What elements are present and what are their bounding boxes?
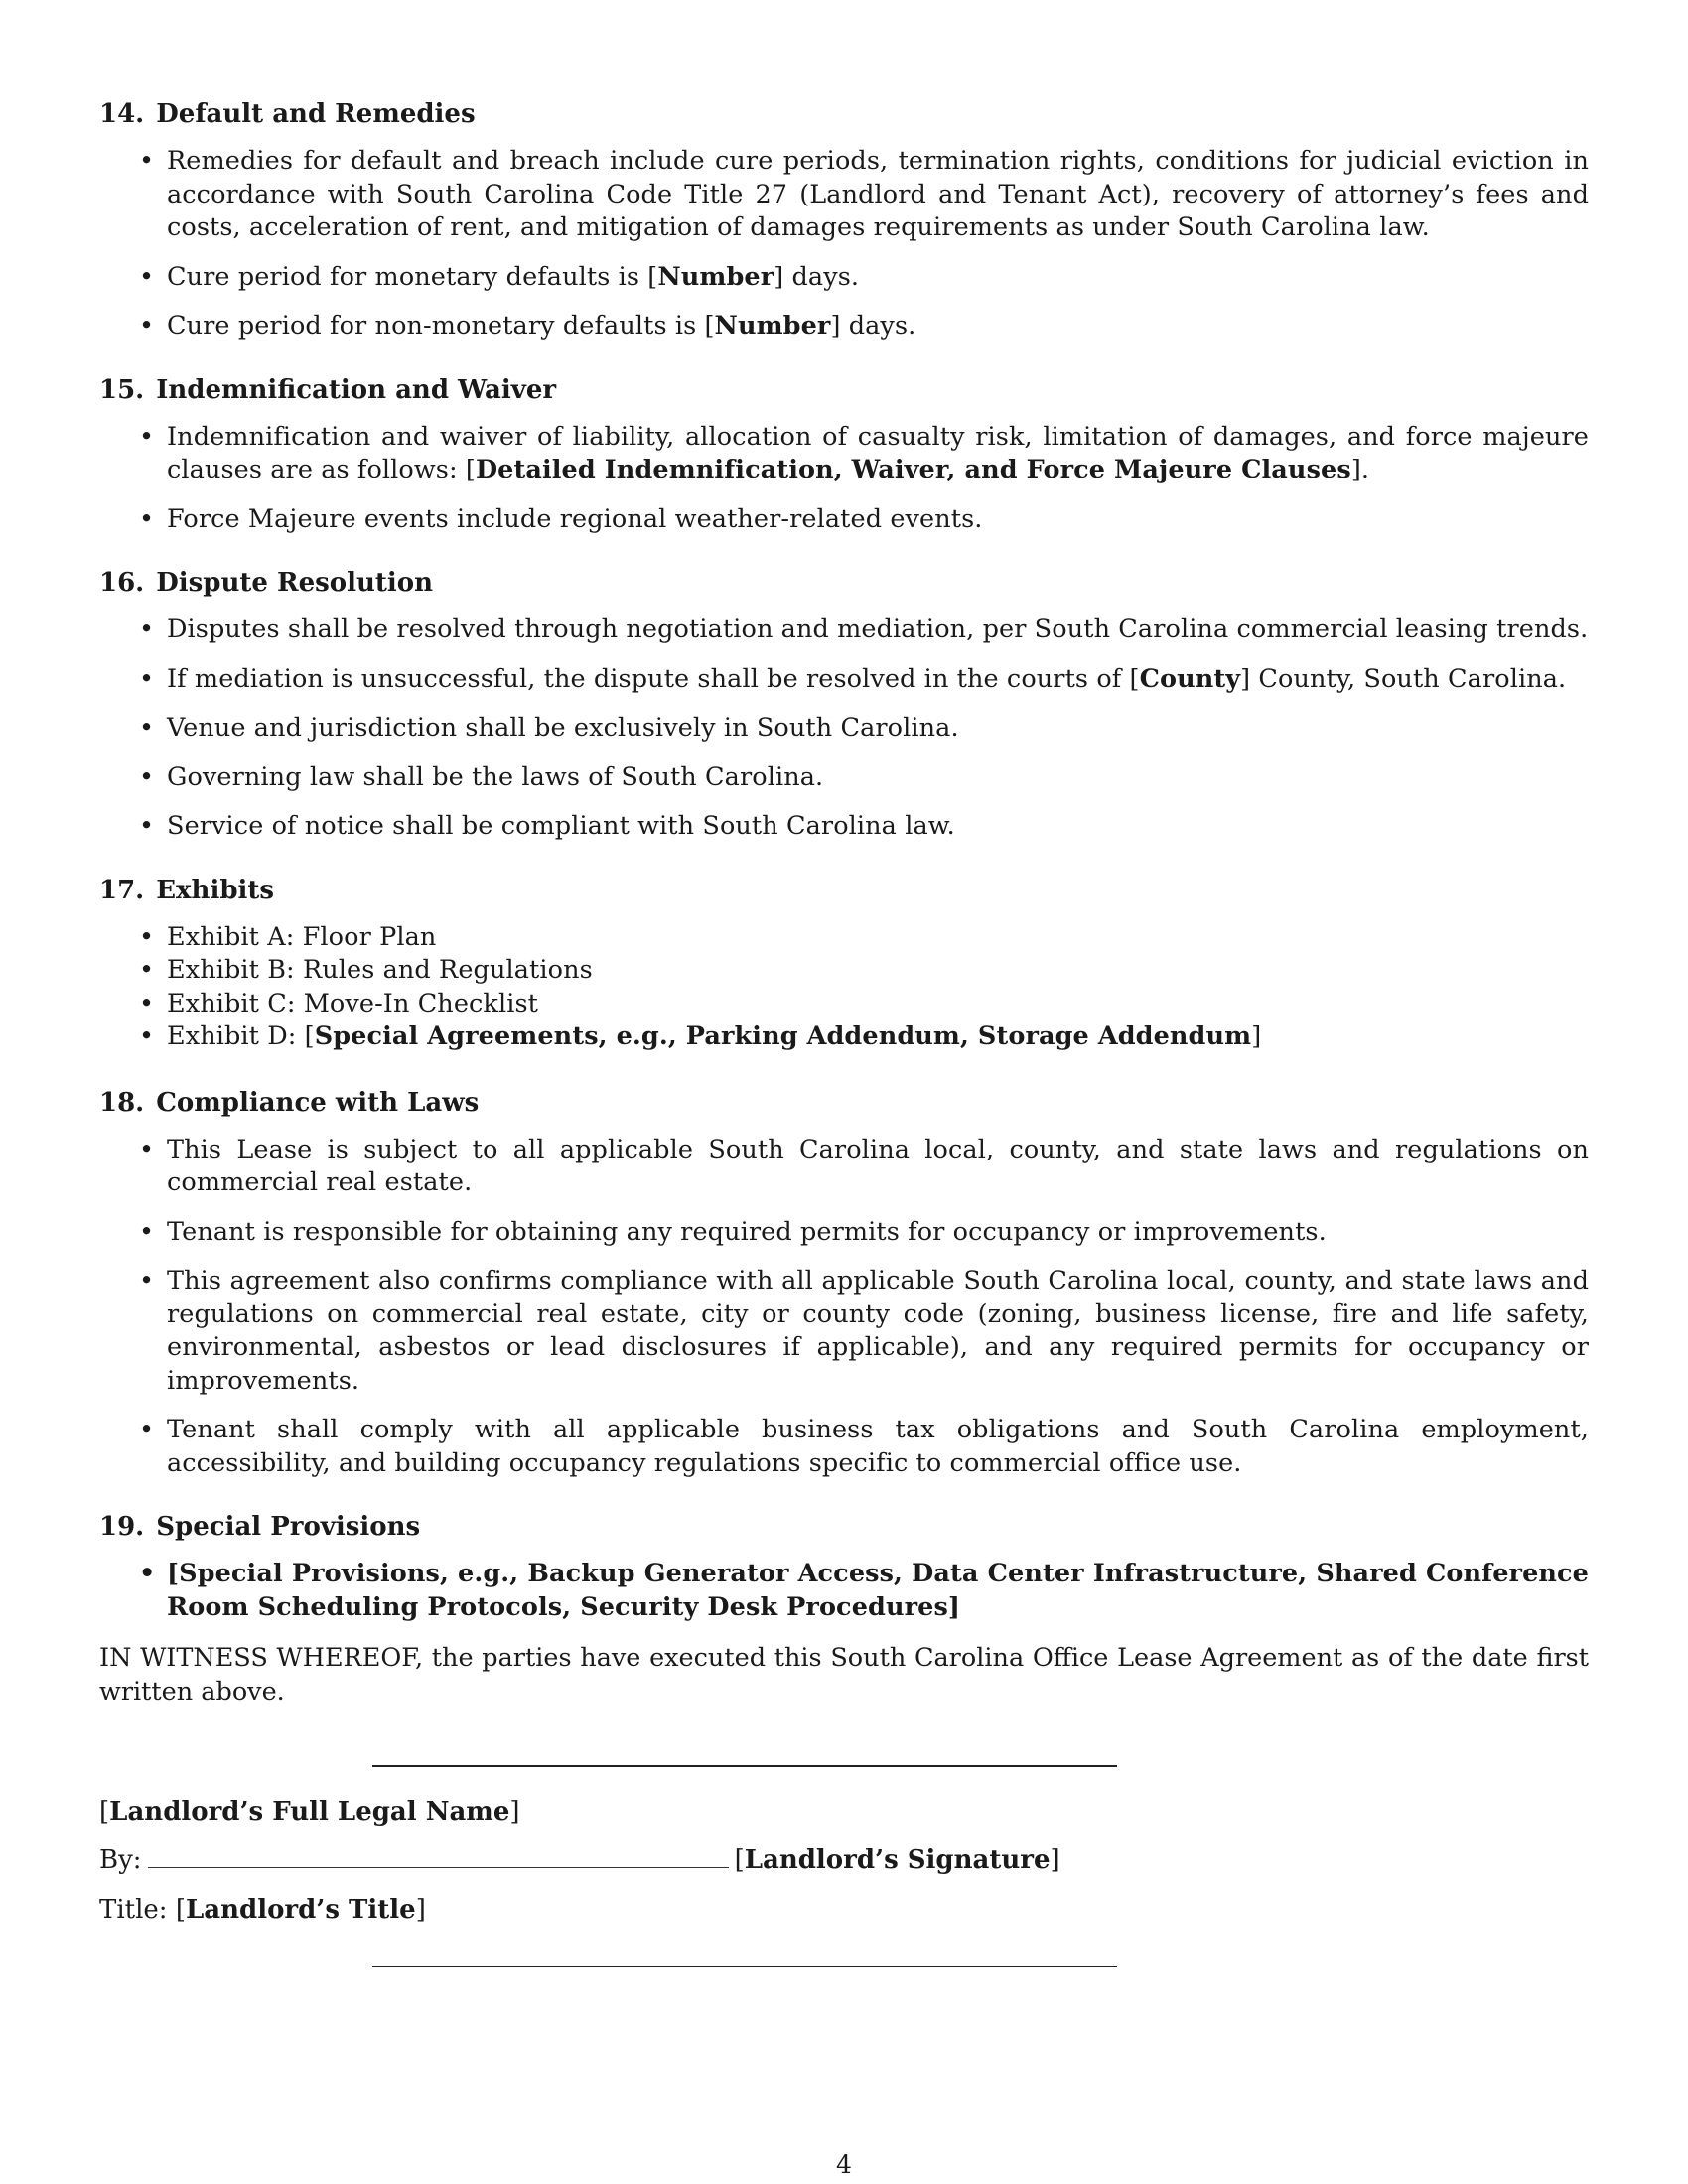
placeholder-field: Landlord’s Signature — [744, 1845, 1051, 1875]
section-15-list — [99, 421, 1589, 537]
list-item: • Service of notice shall be compliant with South Carolina law. — [99, 810, 1589, 844]
landlord-name-line: [Landlord’s Full Legal Name] — [99, 1797, 520, 1827]
list-item: • Cure period for non-monetary defaults is [Number] days. — [99, 310, 1589, 343]
section-17-list — [99, 921, 1589, 1054]
list-item: • Tenant is responsible for obtaining any required permits for occupancy or improvements. — [99, 1216, 1589, 1250]
section-16-list — [99, 614, 1589, 844]
placeholder-field: Landlord’s Full Legal Name — [109, 1797, 510, 1827]
placeholder-field: Detailed Indemnification, Waiver, and Force Majeure Clauses — [475, 455, 1351, 484]
list-item: • If mediation is unsuccessful, the dispute shall be resolved in the courts of [County] County, South Carolina. — [99, 663, 1589, 697]
signature-blank[interactable] — [148, 1845, 729, 1868]
section-14-list — [99, 145, 1589, 343]
list-item: • Remedies for default and breach include cure periods, termination rights, conditions for judicial eviction in accordance with South Carolina Code Title 27 (Landlord and Tenant Act), recovery of attorney’s fees and costs, acceleration of rent, and mitigation of damages requirements as under South Carolina law. — [99, 145, 1589, 245]
document-body — [99, 97, 1589, 1708]
list-item: • This agreement also confirms compliance with all applicable South Carolina local, county, and state laws and regulations on commercial real estate, city or county code (zoning, business license, fire and life safety, environmental, asbestos or lead disclosures if applicable), and any required permits for occupancy or improvements. — [99, 1265, 1589, 1398]
list-item: • Tenant shall comply with all applicable business tax obligations and South Carolina employment, accessibility, and building occupancy regulations specific to commercial office use. — [99, 1414, 1589, 1480]
list-item: • Cure period for monetary defaults is [Number] days. — [99, 261, 1589, 295]
list-item: • Exhibit C: Move-In Checklist — [99, 988, 1589, 1022]
signature-rule-bottom — [372, 1966, 1117, 1967]
list-item: • Exhibit D: [Special Agreements, e.g., Parking Addendum, Storage Addendum] — [99, 1021, 1589, 1054]
placeholder-field: Number — [657, 261, 774, 292]
section-17-heading: 17. Exhibits — [99, 875, 275, 905]
placeholder-field: Special Agreements, e.g., Parking Addendum, Storage Addendum — [314, 1022, 1252, 1051]
page-number: 4 — [836, 2150, 852, 2179]
section-15-heading: 15. Indemnification and Waiver — [99, 374, 557, 405]
placeholder-field: County — [1139, 663, 1241, 694]
section-16-heading: 16. Dispute Resolution — [99, 568, 434, 598]
section-18-list — [99, 1134, 1589, 1481]
list-item: • Venue and jurisdiction shall be exclusively in South Carolina. — [99, 712, 1589, 746]
placeholder-field: Landlord’s Title — [186, 1895, 416, 1925]
placeholder-field: Number — [714, 311, 831, 341]
list-item: • Governing law shall be the laws of South Carolina. — [99, 761, 1589, 795]
list-item: • Force Majeure events include regional weather-related events. — [99, 503, 1589, 537]
signature-rule-top — [372, 1765, 1117, 1767]
section-18-heading: 18. Compliance with Laws — [99, 1087, 480, 1118]
list-item: • Exhibit A: Floor Plan — [99, 921, 1589, 955]
section-19-heading: 19. Special Provisions — [99, 1512, 421, 1542]
list-item: • Exhibit B: Rules and Regulations — [99, 954, 1589, 988]
witness-clause: IN WITNESS WHEREOF, the parties have executed this South Carolina Office Lease Agreement as of the date first written above. — [99, 1643, 1589, 1706]
section-19-list — [99, 1558, 1589, 1624]
landlord-title-line: Title: [Landlord’s Title] — [99, 1895, 426, 1925]
list-item: • Indemnification and waiver of liability, allocation of casualty risk, limitation of damages, and force majeure clauses are as follows: [Detailed Indemnification, Waiver, and Force Majeure Clauses]. — [99, 421, 1589, 487]
section-14-heading: 14. Default and Remedies — [99, 99, 476, 129]
list-item: • [Special Provisions, e.g., Backup Generator Access, Data Center Infrastructure, Shared Conference Room Scheduling Protocols, Security Desk Procedures] — [99, 1558, 1589, 1624]
list-item: • Disputes shall be resolved through negotiation and mediation, per South Carolina commercial leasing trends. — [99, 614, 1589, 647]
list-item: • This Lease is subject to all applicable South Carolina local, county, and state laws and regulations on commercial real estate. — [99, 1134, 1589, 1200]
landlord-by-line: By: [Landlord’s Signature] — [99, 1845, 1060, 1875]
